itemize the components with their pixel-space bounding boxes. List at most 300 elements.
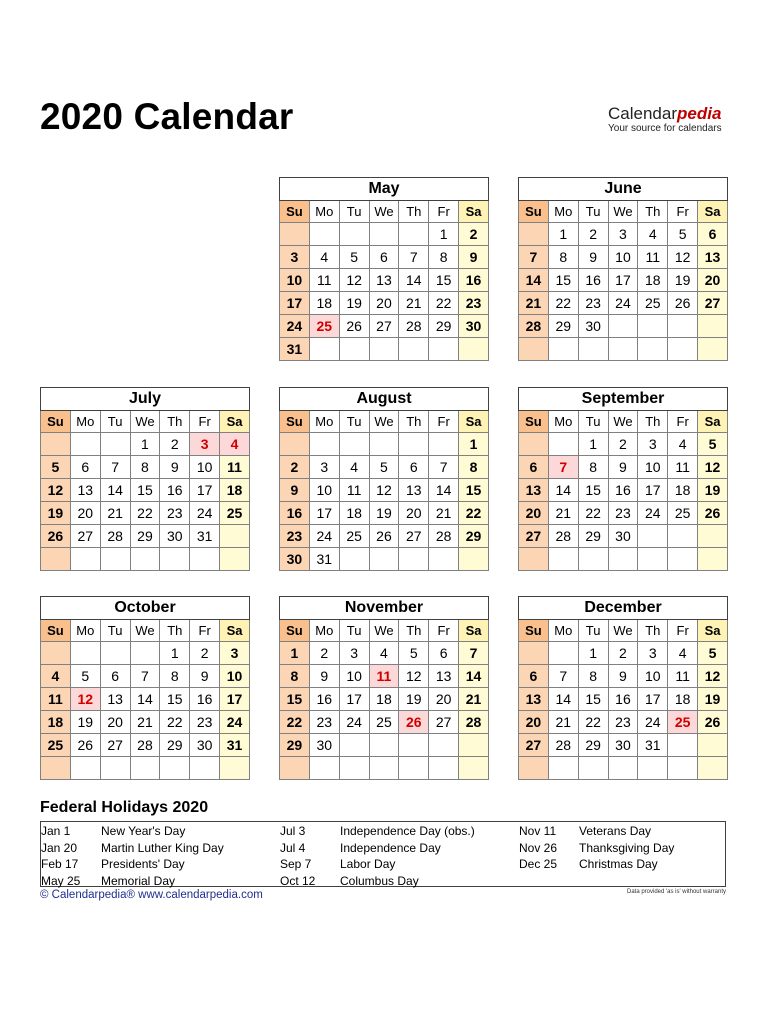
day-cell: 8: [578, 665, 608, 688]
day-cell: 14: [519, 269, 549, 292]
day-cell: 5: [339, 246, 369, 269]
holiday-name: Christmas Day: [579, 857, 658, 871]
weekday-header: We: [608, 201, 638, 223]
day-cell: 21: [100, 502, 130, 525]
weekday-header: We: [369, 411, 399, 433]
day-cell: 9: [608, 456, 638, 479]
day-cell: 9: [190, 665, 220, 688]
day-cell: 22: [130, 502, 160, 525]
holiday-name: Thanksgiving Day: [579, 840, 675, 855]
logo-text-a: Calendar: [608, 104, 677, 123]
day-cell: 18: [41, 711, 71, 734]
day-cell: 19: [698, 688, 728, 711]
weekday-header: Fr: [429, 201, 459, 223]
day-cell: 24: [309, 525, 339, 548]
weekday-header: Su: [41, 411, 71, 433]
empty-day-cell: [280, 223, 310, 246]
day-cell: 14: [429, 479, 459, 502]
day-cell: 29: [578, 525, 608, 548]
day-cell: 13: [519, 688, 549, 711]
holiday-name: Martin Luther King Day: [101, 840, 224, 855]
day-cell: 19: [70, 711, 100, 734]
holiday-date: Nov 26: [519, 840, 558, 855]
day-cell: 18: [309, 292, 339, 315]
empty-day-cell: [339, 734, 369, 757]
day-cell: 2: [280, 456, 310, 479]
day-cell: 31: [309, 548, 339, 571]
holiday-day-cell: 25: [668, 711, 698, 734]
day-cell: 17: [220, 688, 250, 711]
holiday-name: Memorial Day: [101, 873, 176, 888]
day-cell: 2: [578, 223, 608, 246]
day-cell: 24: [220, 711, 250, 734]
day-cell: 12: [698, 665, 728, 688]
day-cell: 7: [429, 456, 459, 479]
day-cell: 7: [519, 246, 549, 269]
day-cell: 26: [698, 502, 728, 525]
weekday-header: Fr: [668, 201, 698, 223]
day-cell: 8: [548, 246, 578, 269]
weekday-header: Fr: [190, 620, 220, 642]
day-cell: 1: [578, 642, 608, 665]
empty-day-cell: [429, 338, 459, 361]
day-cell: 5: [698, 642, 728, 665]
day-cell: 18: [369, 688, 399, 711]
day-cell: 19: [339, 292, 369, 315]
day-cell: 31: [638, 734, 668, 757]
day-cell: 5: [41, 456, 71, 479]
empty-day-cell: [100, 642, 130, 665]
empty-day-cell: [280, 433, 310, 456]
day-cell: 18: [668, 688, 698, 711]
empty-day-cell: [519, 223, 549, 246]
day-cell: 21: [459, 688, 489, 711]
empty-day-cell: [309, 223, 339, 246]
weekday-header: Mo: [548, 411, 578, 433]
day-cell: 17: [638, 479, 668, 502]
day-cell: 15: [429, 269, 459, 292]
day-cell: 17: [608, 269, 638, 292]
day-cell: 26: [41, 525, 71, 548]
empty-day-cell: [698, 548, 728, 571]
weekday-header: Mo: [309, 620, 339, 642]
weekday-header: Mo: [70, 620, 100, 642]
empty-day-cell: [41, 757, 71, 780]
day-cell: 10: [339, 665, 369, 688]
empty-day-cell: [339, 433, 369, 456]
holiday-name: Veterans Day: [579, 824, 652, 838]
weekday-header: Mo: [309, 411, 339, 433]
day-cell: 13: [100, 688, 130, 711]
holiday-date: Jul 3: [280, 824, 306, 838]
empty-day-cell: [100, 757, 130, 780]
day-cell: 11: [220, 456, 250, 479]
day-cell: 1: [429, 223, 459, 246]
day-cell: 23: [608, 711, 638, 734]
day-cell: 2: [608, 433, 638, 456]
day-cell: 22: [578, 711, 608, 734]
day-cell: 20: [429, 688, 459, 711]
day-cell: 7: [548, 665, 578, 688]
empty-day-cell: [519, 338, 549, 361]
day-cell: 30: [280, 548, 310, 571]
holiday-date: Jan 20: [41, 840, 78, 855]
day-cell: 3: [339, 642, 369, 665]
day-cell: 8: [280, 665, 310, 688]
day-cell: 17: [190, 479, 220, 502]
day-cell: 27: [698, 292, 728, 315]
day-cell: 14: [100, 479, 130, 502]
day-cell: 16: [309, 688, 339, 711]
day-cell: 16: [160, 479, 190, 502]
day-cell: 21: [548, 502, 578, 525]
holiday-date: Feb 17: [41, 857, 79, 871]
holiday-name: Labor Day: [340, 857, 396, 871]
month-november: [279, 596, 489, 780]
day-cell: 8: [429, 246, 459, 269]
day-cell: 13: [698, 246, 728, 269]
day-cell: 27: [369, 315, 399, 338]
empty-day-cell: [399, 338, 429, 361]
weekday-header: Sa: [220, 620, 250, 642]
empty-day-cell: [459, 734, 489, 757]
month-october: [40, 596, 250, 780]
day-cell: 16: [459, 269, 489, 292]
empty-day-cell: [638, 548, 668, 571]
empty-day-cell: [70, 757, 100, 780]
month-name: August: [280, 388, 489, 411]
day-cell: 7: [100, 456, 130, 479]
empty-day-cell: [70, 548, 100, 571]
day-cell: 2: [309, 642, 339, 665]
day-cell: 28: [519, 315, 549, 338]
day-cell: 13: [399, 479, 429, 502]
weekday-header: We: [369, 620, 399, 642]
page-title: 2020 Calendar: [40, 96, 294, 137]
empty-day-cell: [608, 548, 638, 571]
empty-day-cell: [220, 757, 250, 780]
logo-text-b: pedia: [677, 104, 722, 123]
empty-day-cell: [429, 433, 459, 456]
day-cell: 23: [578, 292, 608, 315]
empty-day-cell: [698, 734, 728, 757]
empty-day-cell: [578, 338, 608, 361]
day-cell: 2: [190, 642, 220, 665]
holiday-date: Sep 7: [280, 857, 312, 871]
day-cell: 10: [638, 456, 668, 479]
empty-day-cell: [369, 548, 399, 571]
month-name: October: [41, 597, 250, 620]
day-cell: 14: [459, 665, 489, 688]
day-cell: 24: [339, 711, 369, 734]
day-cell: 6: [519, 665, 549, 688]
day-cell: 5: [668, 223, 698, 246]
day-cell: 6: [429, 642, 459, 665]
day-cell: 1: [548, 223, 578, 246]
empty-day-cell: [160, 548, 190, 571]
weekday-header: Fr: [190, 411, 220, 433]
day-cell: 20: [399, 502, 429, 525]
empty-day-cell: [100, 548, 130, 571]
day-cell: 6: [70, 456, 100, 479]
day-cell: 30: [608, 734, 638, 757]
day-cell: 11: [668, 456, 698, 479]
day-cell: 3: [220, 642, 250, 665]
month-september: [518, 387, 728, 571]
day-cell: 11: [339, 479, 369, 502]
empty-day-cell: [41, 433, 71, 456]
month-name: July: [41, 388, 250, 411]
weekday-header: Fr: [668, 620, 698, 642]
day-cell: 26: [698, 711, 728, 734]
month-name: December: [519, 597, 728, 620]
weekday-header: Sa: [459, 201, 489, 223]
day-cell: 31: [280, 338, 310, 361]
empty-day-cell: [190, 548, 220, 571]
day-cell: 11: [638, 246, 668, 269]
empty-day-cell: [339, 757, 369, 780]
month-june: [518, 177, 728, 361]
day-cell: 20: [519, 711, 549, 734]
calendar-table: [40, 387, 250, 571]
day-cell: 30: [578, 315, 608, 338]
weekday-header: Su: [519, 201, 549, 223]
federal-holidays-title: Federal Holidays 2020: [40, 799, 209, 816]
empty-day-cell: [548, 433, 578, 456]
day-cell: 22: [429, 292, 459, 315]
empty-day-cell: [668, 525, 698, 548]
empty-day-cell: [309, 757, 339, 780]
day-cell: 11: [668, 665, 698, 688]
day-cell: 27: [70, 525, 100, 548]
calendar-table: [40, 596, 250, 780]
empty-day-cell: [399, 223, 429, 246]
empty-day-cell: [698, 338, 728, 361]
day-cell: 20: [519, 502, 549, 525]
weekday-header: We: [130, 411, 160, 433]
day-cell: 8: [160, 665, 190, 688]
day-cell: 10: [220, 665, 250, 688]
weekday-header: Tu: [339, 411, 369, 433]
empty-day-cell: [309, 433, 339, 456]
month-name: November: [280, 597, 489, 620]
weekday-header: Th: [638, 411, 668, 433]
day-cell: 28: [459, 711, 489, 734]
day-cell: 28: [399, 315, 429, 338]
holiday-name: New Year's Day: [101, 824, 186, 838]
day-cell: 23: [459, 292, 489, 315]
empty-day-cell: [399, 433, 429, 456]
day-cell: 29: [130, 525, 160, 548]
weekday-header: Th: [160, 411, 190, 433]
day-cell: 28: [100, 525, 130, 548]
empty-day-cell: [668, 757, 698, 780]
day-cell: 14: [548, 688, 578, 711]
day-cell: 29: [578, 734, 608, 757]
day-cell: 31: [190, 525, 220, 548]
day-cell: 29: [459, 525, 489, 548]
day-cell: 31: [220, 734, 250, 757]
day-cell: 12: [41, 479, 71, 502]
day-cell: 14: [130, 688, 160, 711]
day-cell: 10: [608, 246, 638, 269]
empty-day-cell: [668, 548, 698, 571]
empty-day-cell: [548, 757, 578, 780]
day-cell: 15: [578, 688, 608, 711]
empty-day-cell: [70, 433, 100, 456]
day-cell: 10: [190, 456, 220, 479]
day-cell: 21: [399, 292, 429, 315]
weekday-header: Mo: [548, 620, 578, 642]
empty-day-cell: [638, 315, 668, 338]
day-cell: 13: [369, 269, 399, 292]
day-cell: 26: [339, 315, 369, 338]
day-cell: 9: [459, 246, 489, 269]
empty-day-cell: [459, 757, 489, 780]
day-cell: 30: [160, 525, 190, 548]
holiday-date: May 25: [41, 873, 81, 888]
empty-day-cell: [339, 223, 369, 246]
empty-day-cell: [519, 433, 549, 456]
day-cell: 28: [130, 734, 160, 757]
empty-day-cell: [668, 338, 698, 361]
day-cell: 22: [578, 502, 608, 525]
empty-day-cell: [70, 642, 100, 665]
empty-day-cell: [519, 757, 549, 780]
calendar-table: [279, 177, 489, 361]
day-cell: 12: [339, 269, 369, 292]
day-cell: 9: [160, 456, 190, 479]
day-cell: 27: [100, 734, 130, 757]
empty-day-cell: [519, 548, 549, 571]
day-cell: 2: [160, 433, 190, 456]
weekday-header: Su: [519, 620, 549, 642]
weekday-header: Su: [519, 411, 549, 433]
day-cell: 6: [369, 246, 399, 269]
empty-day-cell: [668, 734, 698, 757]
empty-day-cell: [698, 315, 728, 338]
day-cell: 19: [41, 502, 71, 525]
day-cell: 15: [160, 688, 190, 711]
day-cell: 5: [399, 642, 429, 665]
day-cell: 15: [578, 479, 608, 502]
empty-day-cell: [548, 548, 578, 571]
empty-day-cell: [429, 757, 459, 780]
empty-day-cell: [399, 734, 429, 757]
day-cell: 27: [519, 525, 549, 548]
holiday-day-cell: 11: [369, 665, 399, 688]
weekday-header: Th: [399, 411, 429, 433]
day-cell: 7: [130, 665, 160, 688]
empty-day-cell: [698, 757, 728, 780]
day-cell: 12: [399, 665, 429, 688]
day-cell: 15: [280, 688, 310, 711]
weekday-header: Su: [280, 620, 310, 642]
day-cell: 5: [698, 433, 728, 456]
day-cell: 21: [548, 711, 578, 734]
day-cell: 15: [130, 479, 160, 502]
day-cell: 29: [160, 734, 190, 757]
day-cell: 21: [519, 292, 549, 315]
empty-day-cell: [519, 642, 549, 665]
day-cell: 20: [369, 292, 399, 315]
holiday-name: Presidents' Day: [101, 857, 185, 871]
weekday-header: Tu: [100, 411, 130, 433]
holiday-day-cell: 25: [309, 315, 339, 338]
empty-day-cell: [190, 757, 220, 780]
day-cell: 7: [399, 246, 429, 269]
empty-day-cell: [369, 338, 399, 361]
weekday-header: Su: [280, 411, 310, 433]
day-cell: 7: [459, 642, 489, 665]
day-cell: 8: [578, 456, 608, 479]
day-cell: 25: [369, 711, 399, 734]
day-cell: 19: [399, 688, 429, 711]
empty-day-cell: [100, 433, 130, 456]
day-cell: 25: [220, 502, 250, 525]
weekday-header: Sa: [698, 620, 728, 642]
day-cell: 5: [369, 456, 399, 479]
day-cell: 8: [459, 456, 489, 479]
month-name: May: [280, 178, 489, 201]
weekday-header: Mo: [548, 201, 578, 223]
holiday-date: Jul 4: [280, 840, 306, 855]
weekday-header: Th: [638, 620, 668, 642]
day-cell: 14: [548, 479, 578, 502]
footer-copyright-link[interactable]: © Calendarpedia® www.calendarpedia.com: [40, 889, 263, 901]
empty-day-cell: [608, 757, 638, 780]
calendar-table: [279, 387, 489, 571]
day-cell: 13: [70, 479, 100, 502]
day-cell: 23: [160, 502, 190, 525]
day-cell: 8: [130, 456, 160, 479]
empty-day-cell: [429, 734, 459, 757]
weekday-header: Th: [160, 620, 190, 642]
day-cell: 22: [160, 711, 190, 734]
empty-day-cell: [608, 315, 638, 338]
weekday-header: Tu: [100, 620, 130, 642]
day-cell: 1: [160, 642, 190, 665]
weekday-header: We: [608, 411, 638, 433]
day-cell: 13: [429, 665, 459, 688]
weekday-header: Tu: [578, 201, 608, 223]
calendarpedia-logo[interactable]: [608, 105, 722, 135]
holiday-name: Columbus Day: [340, 873, 419, 888]
day-cell: 4: [668, 642, 698, 665]
day-cell: 9: [608, 665, 638, 688]
weekday-header: Sa: [459, 411, 489, 433]
day-cell: 15: [459, 479, 489, 502]
day-cell: 10: [280, 269, 310, 292]
month-august: [279, 387, 489, 571]
month-name: June: [519, 178, 728, 201]
day-cell: 17: [280, 292, 310, 315]
month-may: [279, 177, 489, 361]
empty-day-cell: [220, 525, 250, 548]
day-cell: 15: [548, 269, 578, 292]
empty-day-cell: [130, 757, 160, 780]
empty-day-cell: [459, 548, 489, 571]
day-cell: 25: [339, 525, 369, 548]
day-cell: 24: [280, 315, 310, 338]
weekday-header: Th: [399, 201, 429, 223]
empty-day-cell: [339, 548, 369, 571]
day-cell: 20: [70, 502, 100, 525]
empty-day-cell: [548, 338, 578, 361]
day-cell: 23: [608, 502, 638, 525]
day-cell: 24: [638, 502, 668, 525]
weekday-header: Su: [280, 201, 310, 223]
